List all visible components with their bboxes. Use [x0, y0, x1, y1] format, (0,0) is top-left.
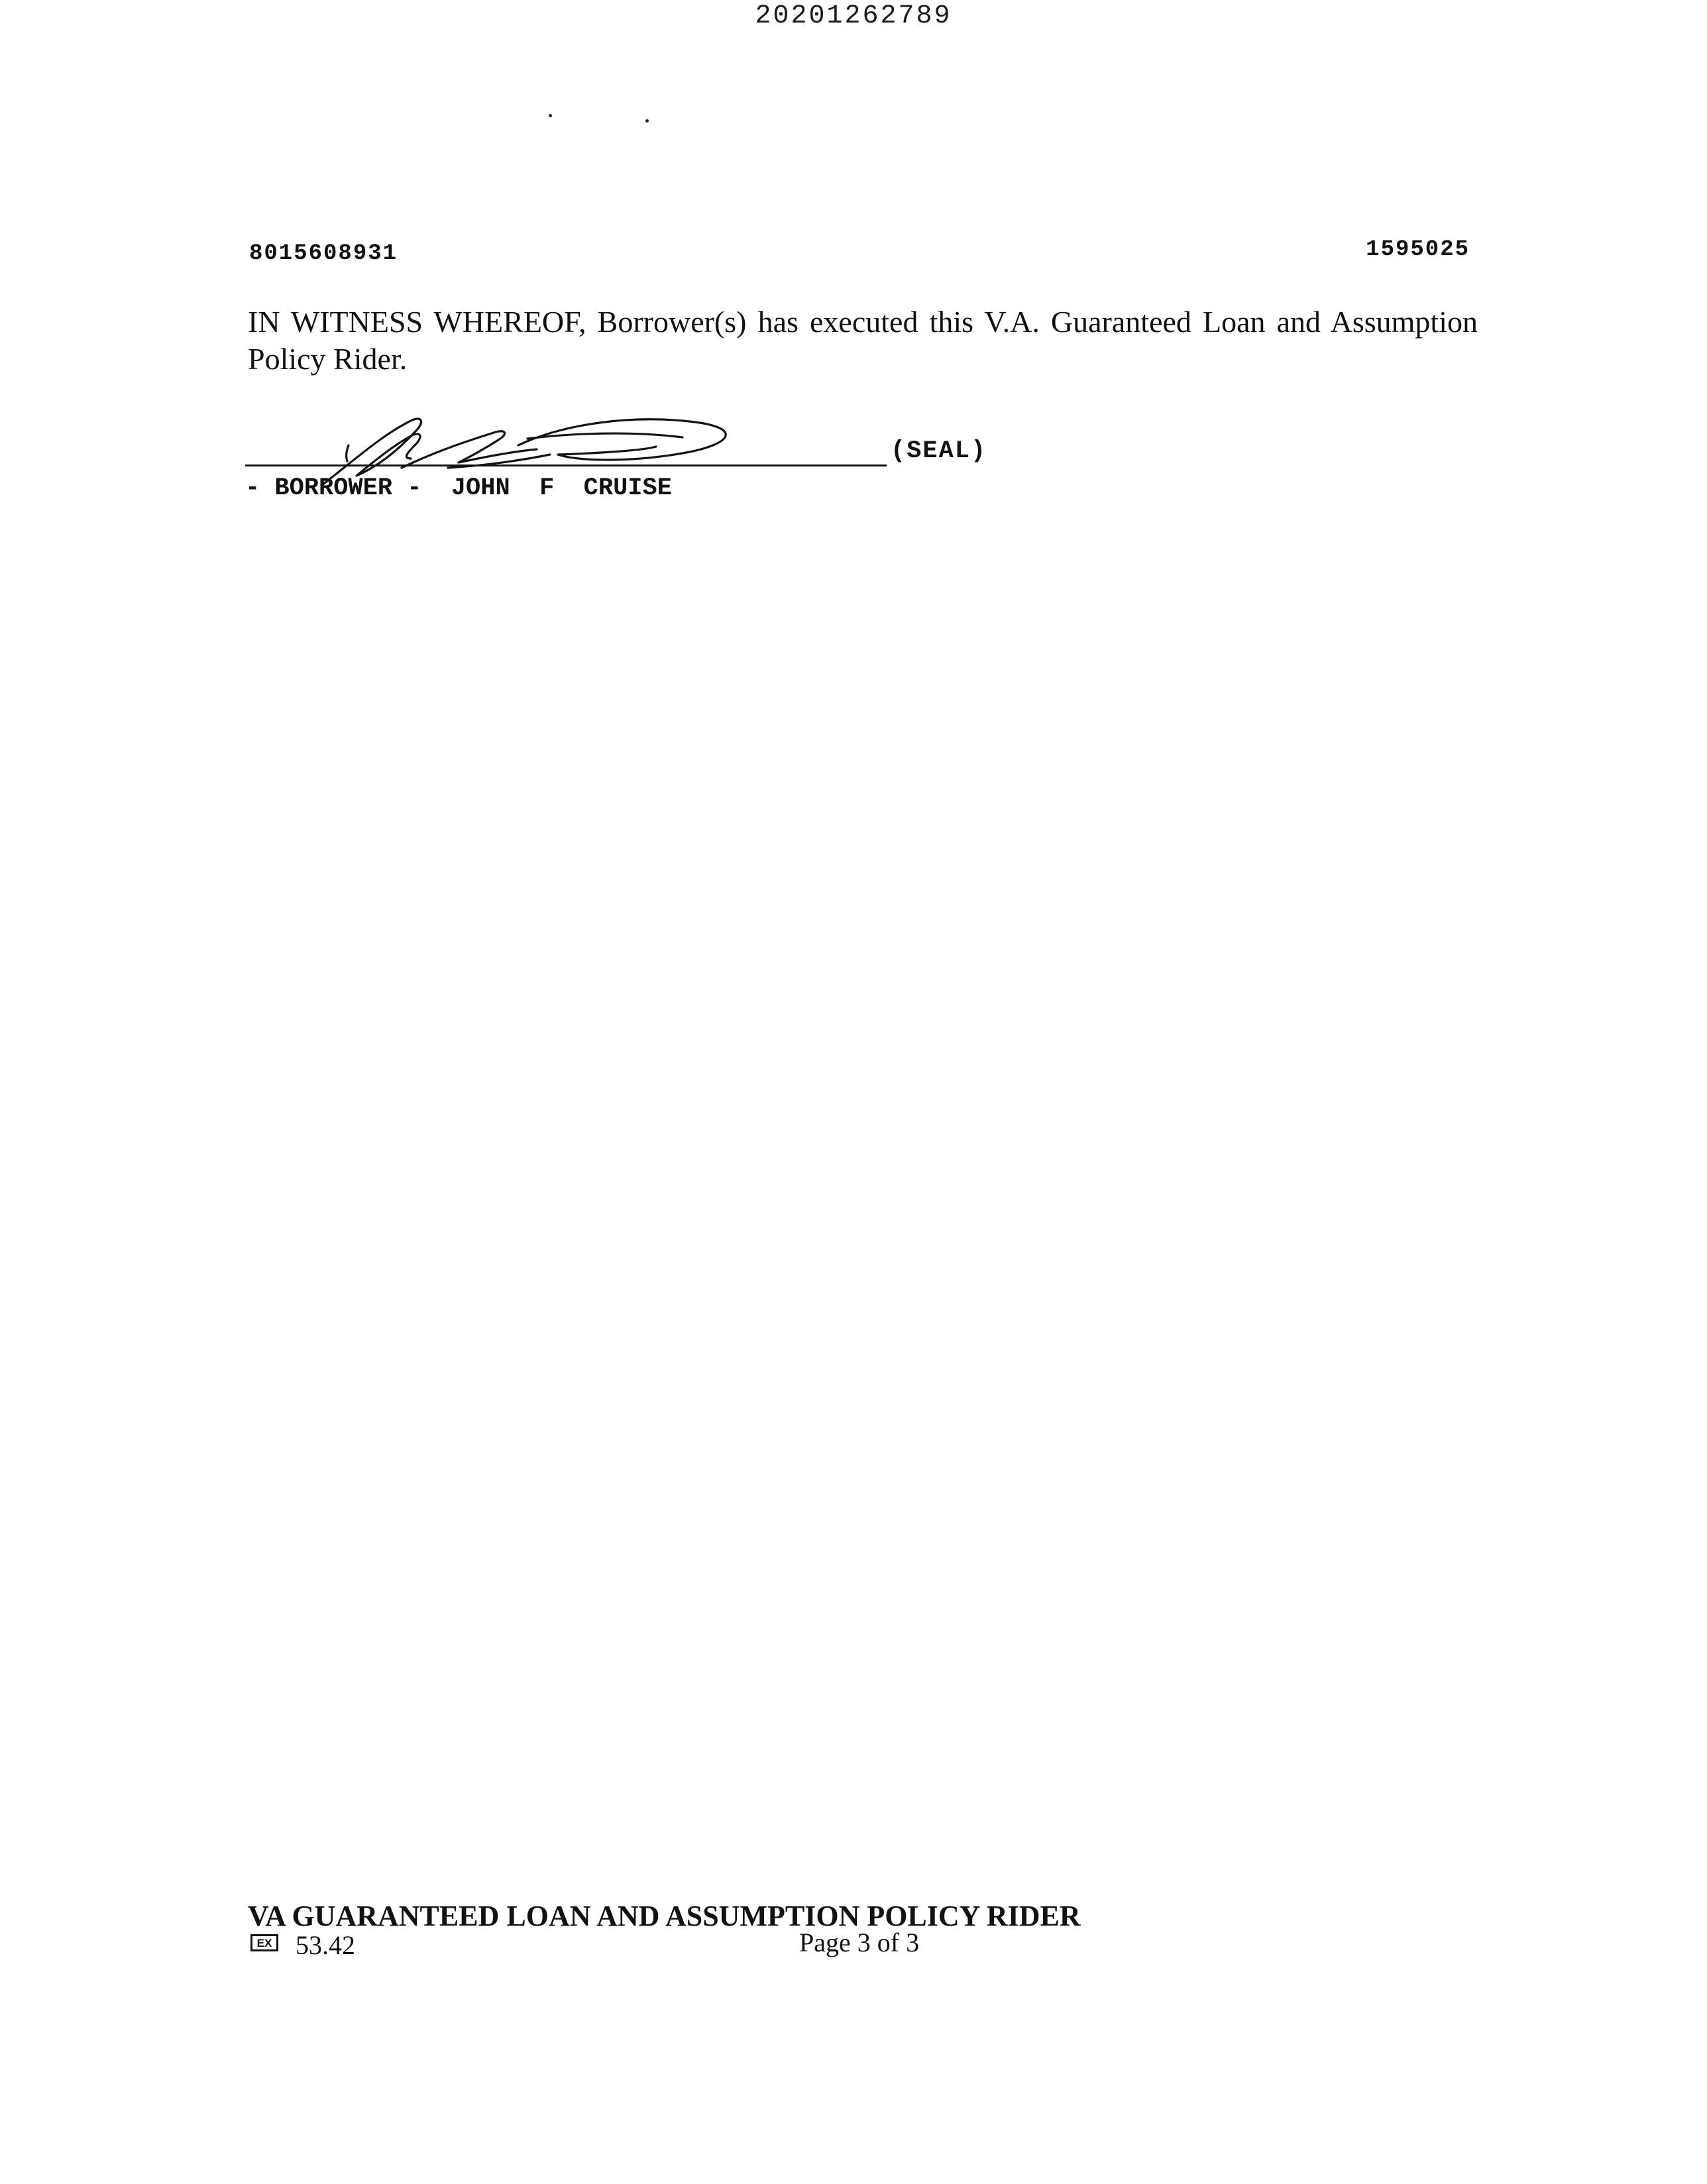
form-publisher-logo	[250, 1934, 278, 1951]
min-number: 1595025	[1366, 237, 1470, 262]
borrower-name-label: - BORROWER - JOHN F CRUISE	[245, 474, 672, 502]
form-code: 53.42	[296, 1930, 355, 1960]
page-indicator: Page 3 of 3	[799, 1928, 920, 1957]
scan-speck	[549, 114, 552, 117]
signature-block	[245, 411, 1040, 517]
witness-statement: IN WITNESS WHEREOF, Borrower(s) has executed this V.A. Guaranteed Loan and Assumption Policy Rider.	[248, 305, 1478, 376]
form-code-line	[250, 1930, 355, 1961]
seal-label: (SEAL)	[891, 437, 987, 465]
form-title: VA GUARANTEED LOAN AND ASSUMPTION POLICY RIDER	[248, 1900, 1081, 1932]
signature-line	[245, 464, 887, 466]
form-publisher-logo-text: EX	[256, 1937, 272, 1949]
loan-number: 8015608931	[249, 241, 398, 266]
recording-document-number: 20201262789	[755, 1, 952, 31]
scan-speck	[645, 119, 649, 123]
